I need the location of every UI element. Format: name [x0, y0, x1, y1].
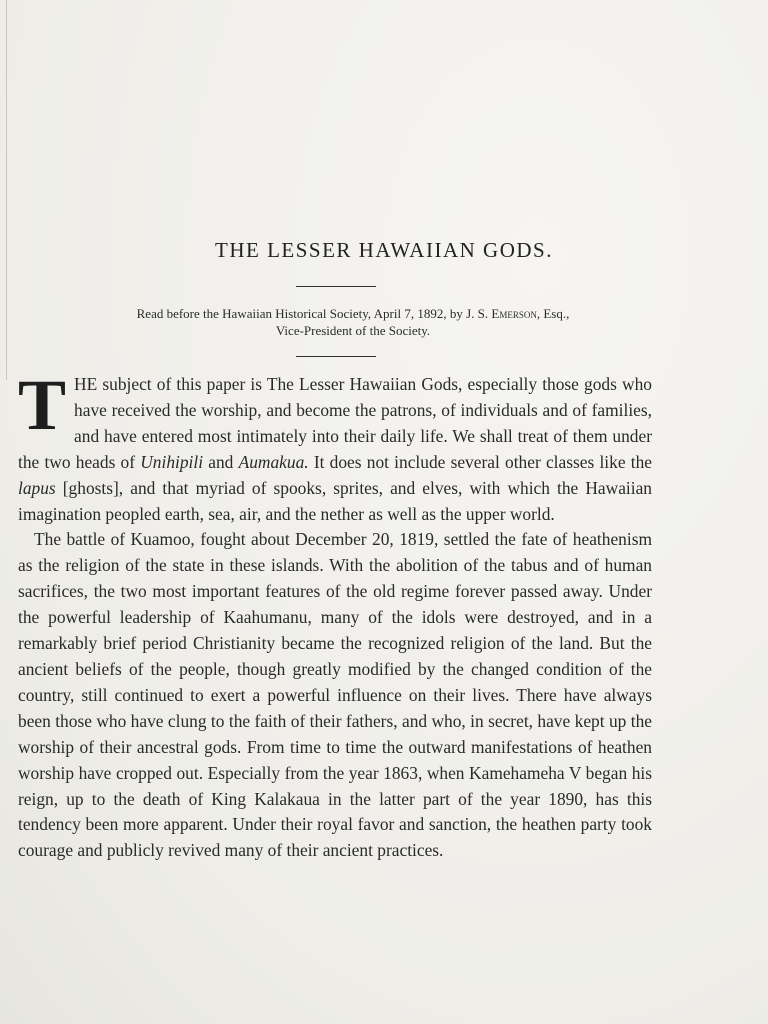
page-fold-mark — [6, 0, 13, 380]
paragraph-2: The battle of Kuamoo, fought about December 20, 1819, settled the fate of heathenism as the religion of the state in these islands. With the abolition of the tabus and of human sacrifices, the two most important features of the old regime forever passed away. Under the powerful leadership of Kaahumanu, many of the idols were destroyed, and in a remarkably brief period Christianity became the recognized religion of the land. But the ancient beliefs of the people, though greatly modified by the changed condition of the country, still continued to exert a powerful influence on their lives. There have always been those who have clung to the faith of their fathers, and who, in secret, have kept up the worship of their ancestral gods. From time to time the outward manifestations of heathen worship have cropped out. Especially from the year 1863, when Kamehameha V began his reign, up to the death of King Kalakaua in the latter part of the year 1890, has this tendency been more apparent. Under their royal favor and sanction, the heathen party took courage and publicly revived many of their ancient practices. — [18, 529, 652, 861]
term-lapus: lapus — [18, 477, 56, 498]
paragraph-1-text-a: HE subject of this paper is The Lesser Hawaiian Gods, especially those gods who have received the worship, and become the patrons, of individuals and of families, and have entered most intimately into their daily life. We shall treat of them under the two heads of — [18, 374, 652, 472]
byline-text-b: , Esq., — [536, 306, 570, 321]
page-title: THE LESSER HAWAIIAN GODS. — [215, 238, 553, 262]
byline-divider — [296, 356, 376, 357]
term-unihipili: Unihipili — [140, 451, 204, 472]
paragraph-1-text-b: and — [203, 451, 239, 472]
byline-role: Vice-President of the Society. — [275, 323, 431, 338]
byline-author: Emerson — [491, 306, 537, 321]
paragraph-1 — [18, 365, 652, 527]
byline — [18, 305, 688, 339]
paragraph-1-text-c: It does not include several other classes like the — [308, 451, 652, 472]
article-body — [18, 365, 652, 864]
drop-cap: T — [18, 365, 67, 445]
paragraph-1-text-d: [ghosts], and that myriad of spooks, sprites, and elves, with which the Hawaiian imagination peopled earth, sea, air, and the nether as well as the upper world. — [18, 477, 652, 524]
byline-text-a: Read before the Hawaiian Historical Society, April 7, 1892, by J. S. — [136, 306, 492, 321]
title-divider — [296, 286, 376, 287]
term-aumakua: Aumakua. — [238, 451, 309, 472]
